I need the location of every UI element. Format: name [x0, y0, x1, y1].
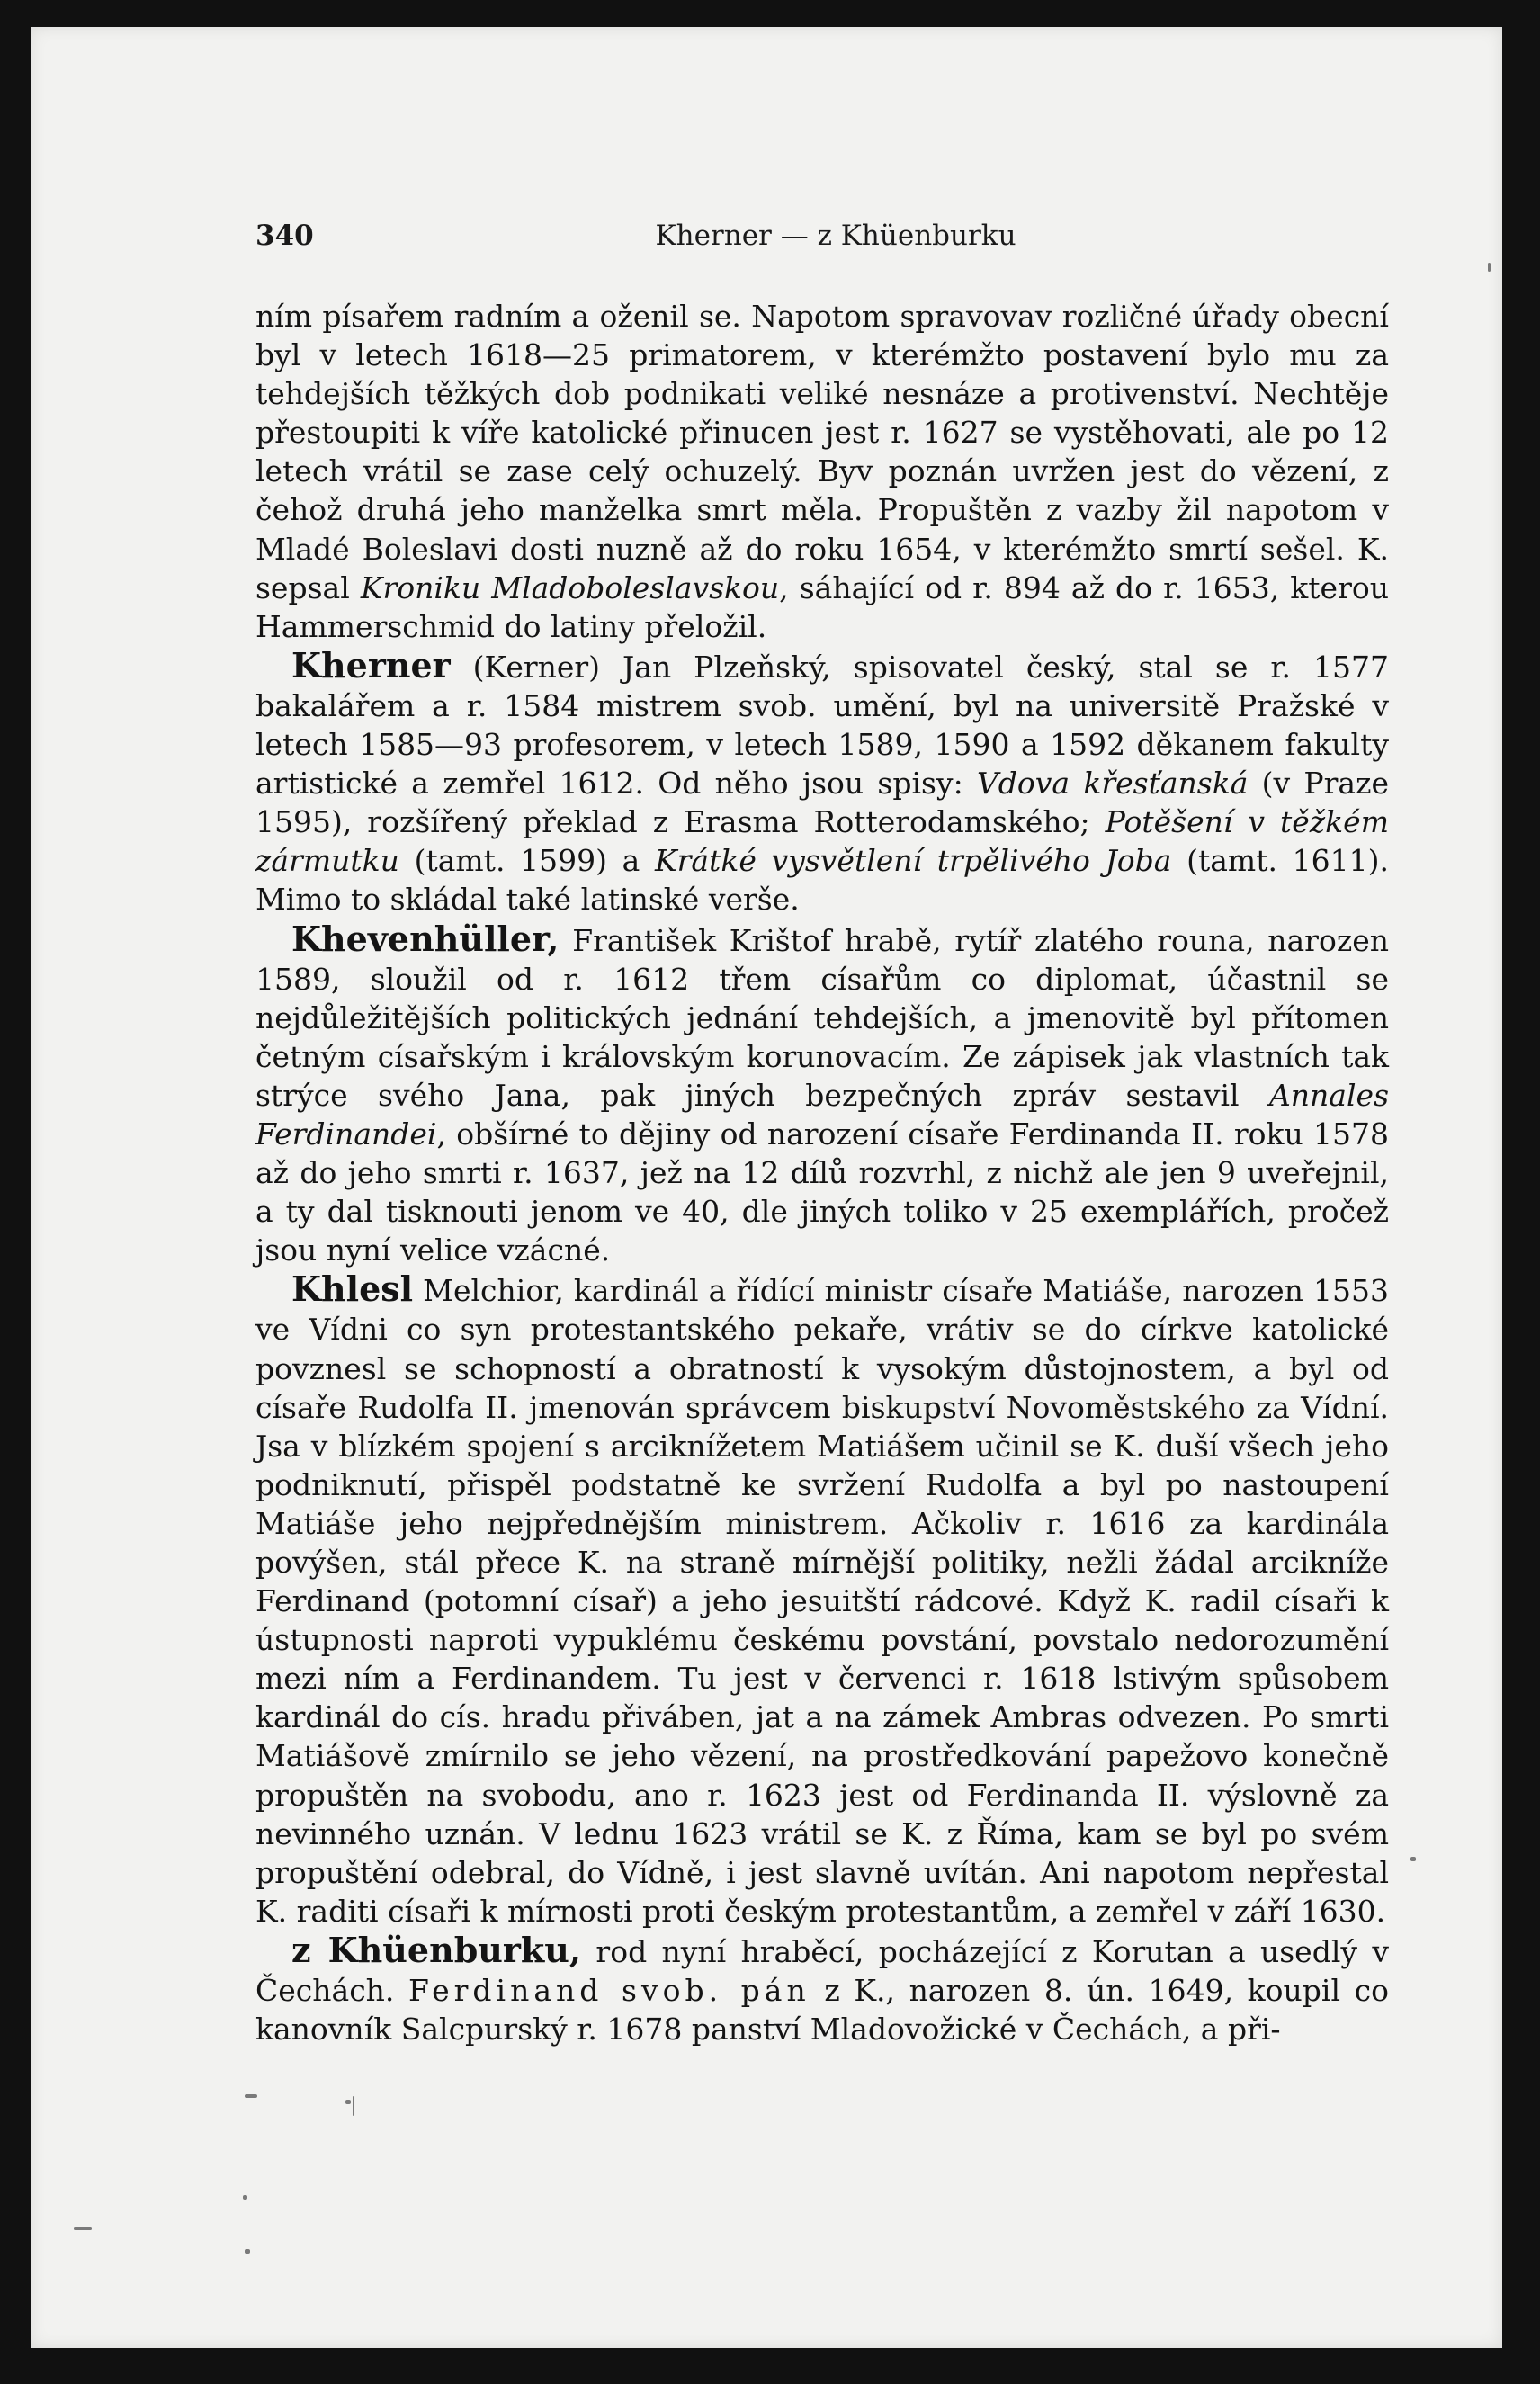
spaced-name: Ferdinand svob. pán	[408, 1973, 810, 2009]
headword: Khevenhüller,	[291, 918, 560, 959]
headword: Khlesl	[291, 1268, 414, 1310]
scan-speck	[1410, 1857, 1416, 1861]
page-header	[255, 220, 1416, 263]
scan-speck	[245, 2249, 250, 2254]
headword: z Khüenburku,	[291, 1929, 582, 1970]
paragraph-continuation	[255, 297, 1389, 646]
text-run: ním písařem radním a oženil se. Napotom spravovav rozličné úřady obecní byl v letech 1618—25 primatorem, v kterémžto postavení bylo mu za tehdejších těžkých dob podnikati veliké nesnáze a protivenství. Nechtěje přestoupiti k víře katolické přinucen jest r. 1627 se vystěhovati, ale po 12 letech vrátil se zase celý ochuzelý. Byv poznán uvržen jest do vězení, z čehož druhá jeho manželka smrt měla. Propuštěn z vazby žil napotom v Mladé Boleslavi dosti nuzně až do roku 1654, v kterémžto smrtí sešel. K. sepsal	[255, 299, 1389, 605]
text-run: Melchior, kardinál a řídící ministr císaře Matiáše, narozen 1553 ve Vídni co syn protestantského pekaře, vrátiv se do církve katolické povznesl se schopností a obratností k vysokým důstojnostem, a byl od císaře Rudolfa II. jmenován správcem biskupství Novoměstského za Vídní. Jsa v blízkém spojení s arciknížetem Matiášem učinil se K. duší všech jeho podniknutí, přispěl podstatně ke svržení Rudolfa a byl po nastoupení Matiáše jeho nejpřednějším ministrem. Ačkoliv r. 1616 za kardinála povýšen, stál přece K. na straně mírnější politiky, nežli žádal arcikníže Ferdinand (potomní císař) a jeho jesuitští rádcové. Když K. radil císaři k ústupnosti naproti vypuklému českému povstání, povstalo nedorozumění mezi ním a Ferdinandem. Tu jest v červenci r. 1618 lstivým spůsobem kardinál do cís. hradu přiváben, jat a na zámek Ambras odvezen. Po smrti Matiášově zmírnilo se jeho vězení, na prostředkování papežovo konečně propuštěn na svobodu, ano r. 1623 jest od Ferdinanda II. výslovně za nevinného uznán. V lednu 1623 vrátil se K. z Říma, kam se byl po svém propuštění odebral, do Vídně, i jest slavně uvítán. Ani napotom nepřestal K. raditi císaři k mírnosti proti českým protestantům, a zemřel v září 1630.	[255, 1273, 1389, 1929]
scan-speck	[243, 2195, 247, 2200]
scan-speck	[1488, 263, 1491, 272]
entry-khevenhuller	[255, 919, 1389, 1270]
page-number: 340	[255, 220, 314, 252]
scan-speck	[74, 2227, 92, 2230]
entry-kherner	[255, 646, 1389, 919]
italic-title: Krátké vysvětlení trpělivého Joba	[655, 843, 1172, 879]
text-run: , sáhající od r. 894 až do r. 1653, kterou Hammerschmid do latiny přeložil.	[255, 569, 1389, 644]
text-run: rod nyní hraběcí, pocházející z Korutan a usedlý v Čechách.	[255, 1933, 1389, 2009]
text-run: (tamt. 1599) a	[398, 843, 655, 879]
italic-title: Vdova křesťanská	[976, 766, 1249, 802]
entry-khuenburk	[255, 1931, 1389, 2048]
body-text	[255, 297, 1389, 2048]
headword: Kherner	[291, 644, 451, 686]
italic-title: Kroniku Mladoboleslavskou	[360, 569, 780, 605]
scan-speck	[353, 2096, 354, 2116]
book-page	[31, 27, 1502, 2348]
text-run: , obšírné to dějiny od narození císaře Ferdinanda II. roku 1578 až do jeho smrti r. 1637, jež na 12 dílů rozvrhl, z nichž ale jen 9 uveřejnil, a ty dal tisknouti jenom ve 40, dle jiných toliko v 25 exemplářích, pročež jsou nyní velice vzácné.	[255, 1116, 1389, 1268]
text-run: (v Praze 1595), rozšířený překlad z Erasma Rotterodamského;	[255, 766, 1389, 840]
scan-speck	[245, 2094, 257, 2098]
text-run: František Krištof hrabě, rytíř zlatého rouna, narozen 1589, sloužil od r. 1612 třem císařům co diplomat, účastnil se nejdůležitějších politických jednání tehdejších, a jmenovitě byl přítomen četným císařským i královským korunovacím. Ze zápisek jak vlastních tak strýce svého Jana, pak jiných bezpečných zpráv sestavil	[255, 922, 1389, 1113]
running-title: Kherner — z Khüenburku	[655, 220, 1016, 252]
text-run: (tamt. 1611). Mimo to skládal také latinské verše.	[255, 843, 1390, 918]
text-run: (Kerner) Jan Plzeňský, spisovatel český, stal se r. 1577 bakalářem a r. 1584 mistrem svob. umění, byl na universitě Pražské v letech 1585—93 profesorem, v letech 1589, 1590 a 1592 děkanem fakulty artistické a zemřel 1612. Od něho jsou spisy:	[255, 649, 1389, 802]
entry-khlesl	[255, 1269, 1389, 1931]
text-run: z K., narozen 8. ún. 1649, koupil co kanovník Salcpurský r. 1678 panství Mladovožické v Čechách, a při-	[255, 1973, 1389, 2048]
scan-speck	[345, 2100, 351, 2104]
italic-title: Annales Ferdinandei	[255, 1077, 1389, 1152]
italic-title: Potěšení v těžkém zármutku	[255, 804, 1389, 879]
